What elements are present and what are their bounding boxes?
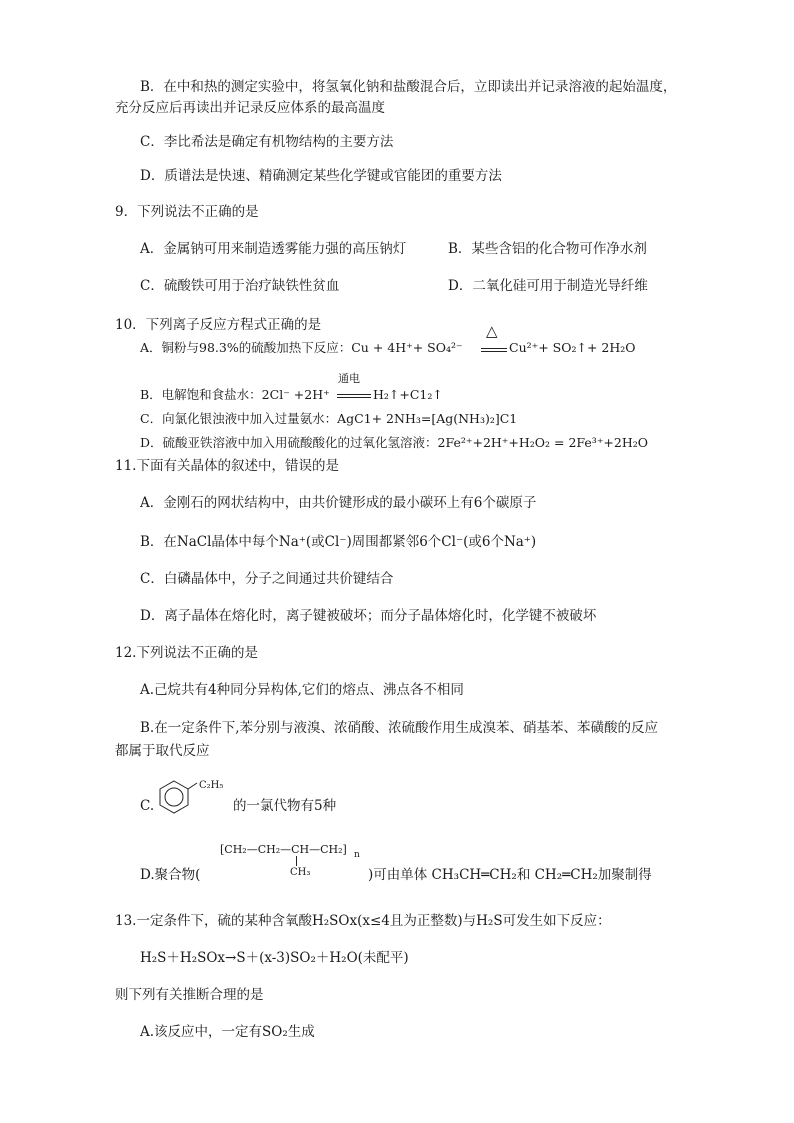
q10-stem: 10．下列离子反应方程式正确的是 [115,317,322,333]
ethyl-group-label: C₂H₅ [199,780,224,791]
q11-option-c: C．白磷晶体中，分子之间通过共价键结合 [140,571,394,587]
q11-option-b: B．在NaCl晶体中每个Na⁺(或Cl⁻)周围都紧邻6个Cl⁻(或6个Na⁺) [140,534,537,550]
q9-option-d: D．二氧化硅可用于制造光导纤维 [448,278,648,294]
q10-option-a-left: A．铜粉与98.3%的硫酸加热下反应：Cu + 4H⁺+ SO₄²⁻ [140,340,463,355]
q13-equation: H₂S＋H₂SOx→S＋(x-3)SO₂＋H₂O(未配平) [140,950,409,966]
q9-option-c: C．硫酸铁可用于治疗缺铁性贫血 [140,278,340,294]
q13-inference-prompt: 则下列有关推断合理的是 [115,987,264,1003]
q8-option-d: D．质谱法是快速、精确测定某些化学键或官能团的重要方法 [140,168,502,184]
q11-option-d: D．离子晶体在熔化时，离子键被破坏；而分子晶体熔化时，化学键不被破坏 [140,608,597,624]
q9-option-a: A．金属钠可用来制造透雾能力强的高压钠灯 [140,241,407,257]
q12-option-d-text: )可由单体 CH₃CH═CH₂和 CH₂═CH₂加聚制得 [368,867,652,883]
q13-option-a: A.该反应中，一定有SO₂生成 [140,1024,315,1040]
q9-option-b: B．某些含铝的化合物可作净水剂 [448,241,647,257]
q12-option-b-line2: 都属于取代反应 [115,743,210,759]
equals-sign [337,394,371,398]
q12-option-c-text: 的一氯代物有5种 [233,798,337,814]
methyl-branch-label: CH₃ [290,867,311,878]
heating-condition-icon: △ [486,322,498,340]
q12-option-d-label: D.聚合物( [140,867,201,883]
q12-option-c-label: C. [140,798,155,814]
equals-sign [481,348,507,352]
q12-stem: 12.下列说法不正确的是 [115,645,258,661]
q10-option-c: C．向氯化银浊液中加入过量氨水：AgC1+ 2NH₃=[Ag(NH₃)₂]C1 [140,411,518,426]
q12-option-a: A.己烷共有4种同分异构体,它们的熔点、沸点各不相同 [140,682,464,698]
q13-stem: 13.一定条件下，硫的某种含氧酸H₂SOx(x≤4且为正整数)与H₂S可发生如下反应： [115,913,611,929]
q12-option-b-line1: B.在一定条件下,苯分别与液溴、浓硝酸、浓硫酸作用生成溴苯、硝基苯、苯磺酸的反应 [140,720,659,736]
polymer-chain: [CH₂—CH₂—CH—CH₂] [220,843,347,856]
electrolysis-condition-label: 通电 [338,372,360,385]
q9-stem: 9．下列说法不正确的是 [115,204,259,220]
q10-option-b-left: B．电解饱和食盐水：2Cl⁻ +2H⁺ [140,387,330,402]
q8-option-b-line1: B．在中和热的测定实验中，将氢氧化钠和盐酸混合后，立即读出并记录溶液的起始温度， [140,79,677,95]
q11-option-a: A．金刚石的网状结构中，由共价键形成的最小碳环上有6个碳原子 [140,495,537,511]
polymer-n-subscript: n [354,850,360,860]
q8-option-c: C．李比希法是确定有机物结构的主要方法 [140,134,394,150]
q8-option-b-line2: 充分反应后再读出并记录反应体系的最高温度 [115,100,385,116]
q10-option-d: D．硫酸亚铁溶液中加入用硫酸酸化的过氧化氢溶液：2Fe²⁺+2H⁺+H₂O₂ = 2Fe³⁺+2H₂O [140,435,648,450]
q10-option-a-right: Cu²⁺+ SO₂↑+ 2H₂O [509,340,636,355]
q10-option-b-right: H₂↑+C1₂↑ [373,387,443,402]
q11-stem: 11.下面有关晶体的叙述中，错误的是 [115,458,339,474]
